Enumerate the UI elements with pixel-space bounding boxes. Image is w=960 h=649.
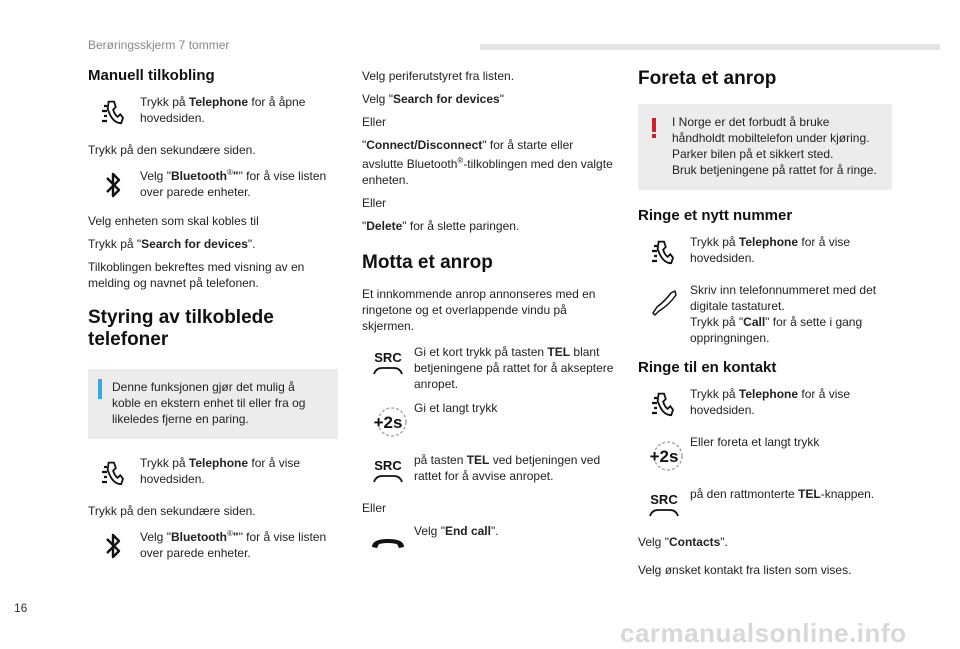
svg-text:+2s: +2s	[373, 413, 403, 432]
section-heading-receive: Motta et anrop	[362, 252, 493, 273]
step-long-press-2-text: Eller foreta et langt trykk	[690, 435, 820, 449]
long-press-icon	[638, 434, 690, 478]
step-bluetooth-1	[88, 165, 338, 205]
watermark: carmanualsonline.info	[620, 618, 907, 648]
text-search-devices: Trykk på "Search for devices".	[88, 237, 256, 251]
text-select-peripheral: Velg periferutstyret fra listen.	[362, 69, 515, 83]
warning-note-dot	[652, 134, 656, 138]
info-note	[88, 369, 338, 439]
warning-note-line-2: Parker bilen på et sikkert sted.	[672, 147, 834, 161]
warning-note	[638, 104, 892, 190]
src-button-icon	[638, 486, 690, 526]
hangup-icon	[362, 523, 414, 563]
text-secondary-page-1: Trykk på den sekundære siden.	[88, 143, 256, 157]
step-short-press-text: Gi et kort trykk på tasten TEL blant betjeningene på rattet for å akseptere anropet.	[414, 345, 614, 391]
step-bluetooth-2-text: Velg "Bluetooth®"" for å vise listen over parede enheter.	[140, 529, 327, 560]
step-reject-text: på tasten TEL ved betjeningen ved rattet for å avvise anropet.	[414, 453, 601, 483]
text-secondary-page-2: Trykk på den sekundære siden.	[88, 504, 256, 518]
svg-text:SRC: SRC	[374, 350, 402, 365]
phone-icon	[88, 455, 140, 495]
step-end-call-text: Velg "End call".	[414, 524, 499, 538]
step-short-press	[362, 344, 614, 392]
text-search-devices-2: Velg "Search for devices"	[362, 92, 504, 106]
step-enter-number	[638, 282, 892, 346]
step-reject	[362, 452, 614, 492]
step-long-press-2	[638, 434, 892, 478]
step-telephone-3-text: Trykk på Telephone for å vise hovedsiden.	[690, 235, 851, 265]
src-button-icon	[362, 452, 414, 492]
step-telephone-4-text: Trykk på Telephone for å vise hovedsiden.	[690, 387, 851, 417]
page-number: 16	[14, 601, 28, 615]
step-bluetooth-1-text: Velg "Bluetooth®"" for å vise listen over parede enheter.	[140, 168, 327, 199]
text-connect-disconnect: "Connect/Disconnect" for å starte eller avslutte Bluetooth®-tilkoblingen med den valgte enheten.	[362, 138, 613, 187]
step-tel-button-text: på den rattmonterte TEL-knappen.	[690, 487, 875, 501]
header-title: Berøringsskjerm 7 tommer	[88, 38, 230, 52]
phone-icon	[638, 386, 690, 426]
step-telephone-4	[638, 386, 892, 426]
svg-text:+2s: +2s	[649, 447, 679, 466]
section-heading-new-number: Ringe et nytt nummer	[638, 207, 793, 224]
warning-note-line-3: Bruk betjeningene på rattet for å ringe.	[672, 163, 877, 177]
handset-icon	[638, 282, 690, 322]
bluetooth-icon	[88, 165, 140, 205]
step-long-press	[362, 400, 614, 444]
text-connection-confirmed: Tilkoblingen bekreftes med visning av en melding og navnet på telefonen.	[88, 260, 305, 290]
svg-text:SRC: SRC	[650, 492, 678, 507]
text-select-contacts: Velg "Contacts".	[638, 535, 728, 549]
step-telephone-2-text: Trykk på Telephone for å vise hovedsiden.	[140, 456, 301, 486]
step-bluetooth-2	[88, 526, 338, 566]
text-or-3: Eller	[362, 501, 387, 515]
section-heading-manual: Manuell tilkobling	[88, 67, 215, 84]
section-heading-call-contact: Ringe til en kontakt	[638, 359, 777, 376]
section-heading-manage: Styring av tilkoblede telefoner	[88, 307, 274, 350]
step-telephone-1	[88, 94, 338, 134]
text-incoming-call: Et innkommende anrop annonseres med en ringetone og et overlappende vindu på skjermen.	[362, 287, 596, 333]
step-end-call	[362, 523, 614, 563]
header-bar	[480, 44, 940, 50]
phone-icon	[638, 234, 690, 274]
step-long-press-text: Gi et langt trykk	[414, 401, 498, 415]
section-heading-make-call: Foreta et anrop	[638, 68, 777, 89]
column-1	[88, 68, 338, 574]
src-button-icon	[362, 344, 414, 384]
bluetooth-icon	[88, 526, 140, 566]
text-or-1: Eller	[362, 115, 387, 129]
warning-note-bar	[652, 118, 656, 132]
phone-icon	[88, 94, 140, 134]
step-enter-number-text: Skriv inn telefonnummeret med det digitale tastaturet. Trykk på "Call" for å sette i gang oppringningen.	[690, 283, 877, 345]
info-note-bar	[98, 379, 102, 399]
info-note-text: Denne funksjonen gjør det mulig å koble en ekstern enhet til eller fra og likeledes fjerne en paring.	[112, 380, 306, 426]
step-telephone-2	[88, 455, 338, 495]
column-2	[362, 68, 614, 571]
long-press-icon	[362, 400, 414, 444]
text-select-device: Velg enheten som skal kobles til	[88, 214, 259, 228]
step-tel-button	[638, 486, 892, 526]
text-select-contact-list: Velg ønsket kontakt fra listen som vises.	[638, 563, 852, 577]
column-3	[638, 68, 892, 585]
text-delete: "Delete" for å slette paringen.	[362, 219, 520, 233]
svg-text:SRC: SRC	[374, 458, 402, 473]
warning-note-line-1: I Norge er det forbudt å bruke håndholdt mobiltelefon under kjøring.	[672, 115, 870, 145]
step-telephone-3	[638, 234, 892, 274]
step-telephone-1-text: Trykk på Telephone for å åpne hovedsiden.	[140, 95, 306, 125]
text-or-2: Eller	[362, 196, 387, 210]
